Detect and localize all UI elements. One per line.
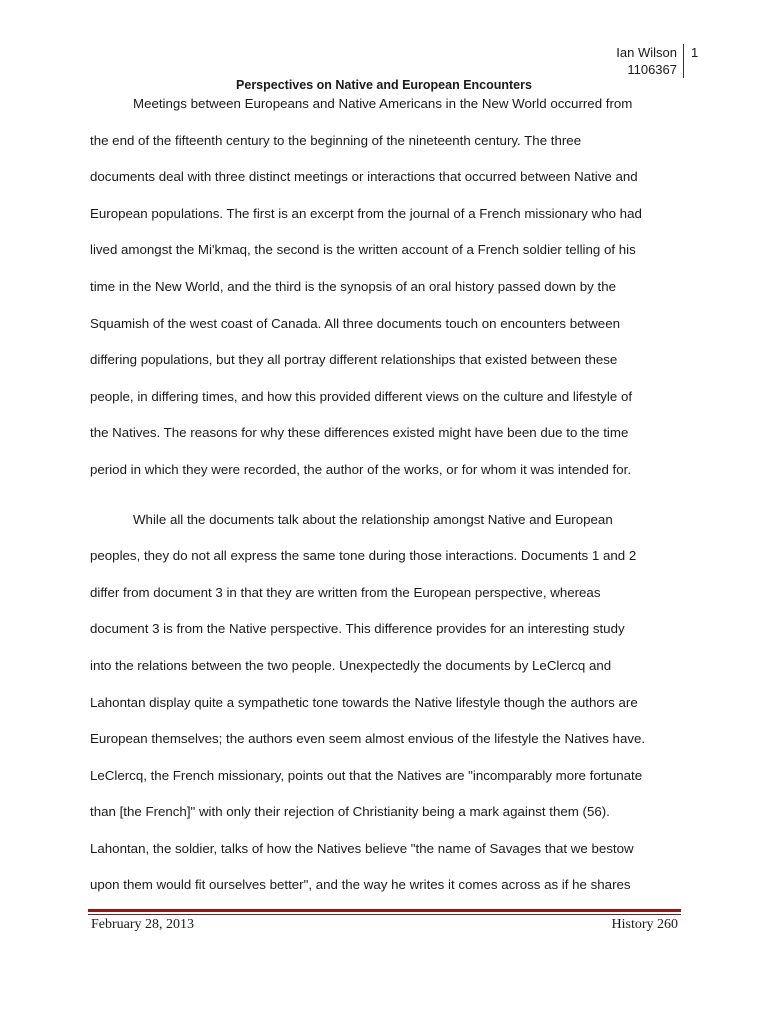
footer-rule xyxy=(88,909,681,912)
paragraph-spacer xyxy=(90,498,680,511)
text-line: Lahontan, the soldier, talks of how the Natives believe "the name of Savages that we bestow xyxy=(90,840,634,856)
text-line: Squamish of the west coast of Canada. All three documents touch on encounters between xyxy=(90,315,620,331)
text-line: the Natives. The reasons for why these differences existed might have been due to the time xyxy=(90,425,629,441)
text-line: While all the documents talk about the relationship amongst Native and European xyxy=(133,511,613,527)
text-line: into the relations between the two people. Unexpectedly the documents by LeClercq and xyxy=(90,657,612,673)
footer-date: February 28, 2013 xyxy=(91,917,195,932)
student-id: 1106367 xyxy=(627,62,677,77)
text-line: than [the French]" with only their rejection of Christianity being a mark against them (56). xyxy=(90,804,610,820)
paragraph-1 xyxy=(90,95,680,498)
text-line: differing populations, but they all portray different relationships that existed between these xyxy=(90,352,618,368)
paragraph-2 xyxy=(90,511,680,914)
footer-rule-thin xyxy=(88,914,681,915)
document-body xyxy=(90,95,680,913)
text-line: European themselves; the authors even seem almost envious of the lifestyle the Natives have. xyxy=(90,731,646,747)
text-line: period in which they were recorded, the author of the works, or for whom it was intended for. xyxy=(90,461,632,477)
text-line: peoples, they do not all express the same tone during those interactions. Documents 1 and 2 xyxy=(90,548,637,564)
author-name: Ian Wilson xyxy=(616,45,677,60)
document-title: Perspectives on Native and European Encounters xyxy=(236,78,532,92)
text-line: documents deal with three distinct meetings or interactions that occurred between Native and xyxy=(90,169,638,185)
footer-course: History 260 xyxy=(611,917,678,932)
text-line: the end of the fifteenth century to the beginning of the nineteenth century. The three xyxy=(90,132,582,148)
text-line: LeClercq, the French missionary, points out that the Natives are "incomparably more fortunate xyxy=(90,767,643,783)
text-line: European populations. The first is an excerpt from the journal of a French missionary who had xyxy=(90,205,642,221)
text-line: time in the New World, and the third is the synopsis of an oral history passed down by the xyxy=(90,278,616,294)
page-number: 1 xyxy=(691,45,699,60)
text-line: lived amongst the Mi'kmaq, the second is the written account of a French soldier telling of his xyxy=(90,242,636,258)
text-line: Meetings between Europeans and Native Americans in the New World occurred from xyxy=(133,96,633,111)
text-line: upon them would fit ourselves better", and the way he writes it comes across as if he shares xyxy=(90,877,631,893)
text-line: people, in differing times, and how this provided different views on the culture and lifestyle of xyxy=(90,388,633,404)
text-line: Lahontan display quite a sympathetic tone towards the Native lifestyle though the authors are xyxy=(90,694,638,710)
running-header xyxy=(616,44,677,78)
header-divider xyxy=(683,44,684,78)
text-line: document 3 is from the Native perspective. This difference provides for an interesting study xyxy=(90,621,625,637)
text-line: differ from document 3 in that they are written from the European perspective, whereas xyxy=(90,584,601,600)
